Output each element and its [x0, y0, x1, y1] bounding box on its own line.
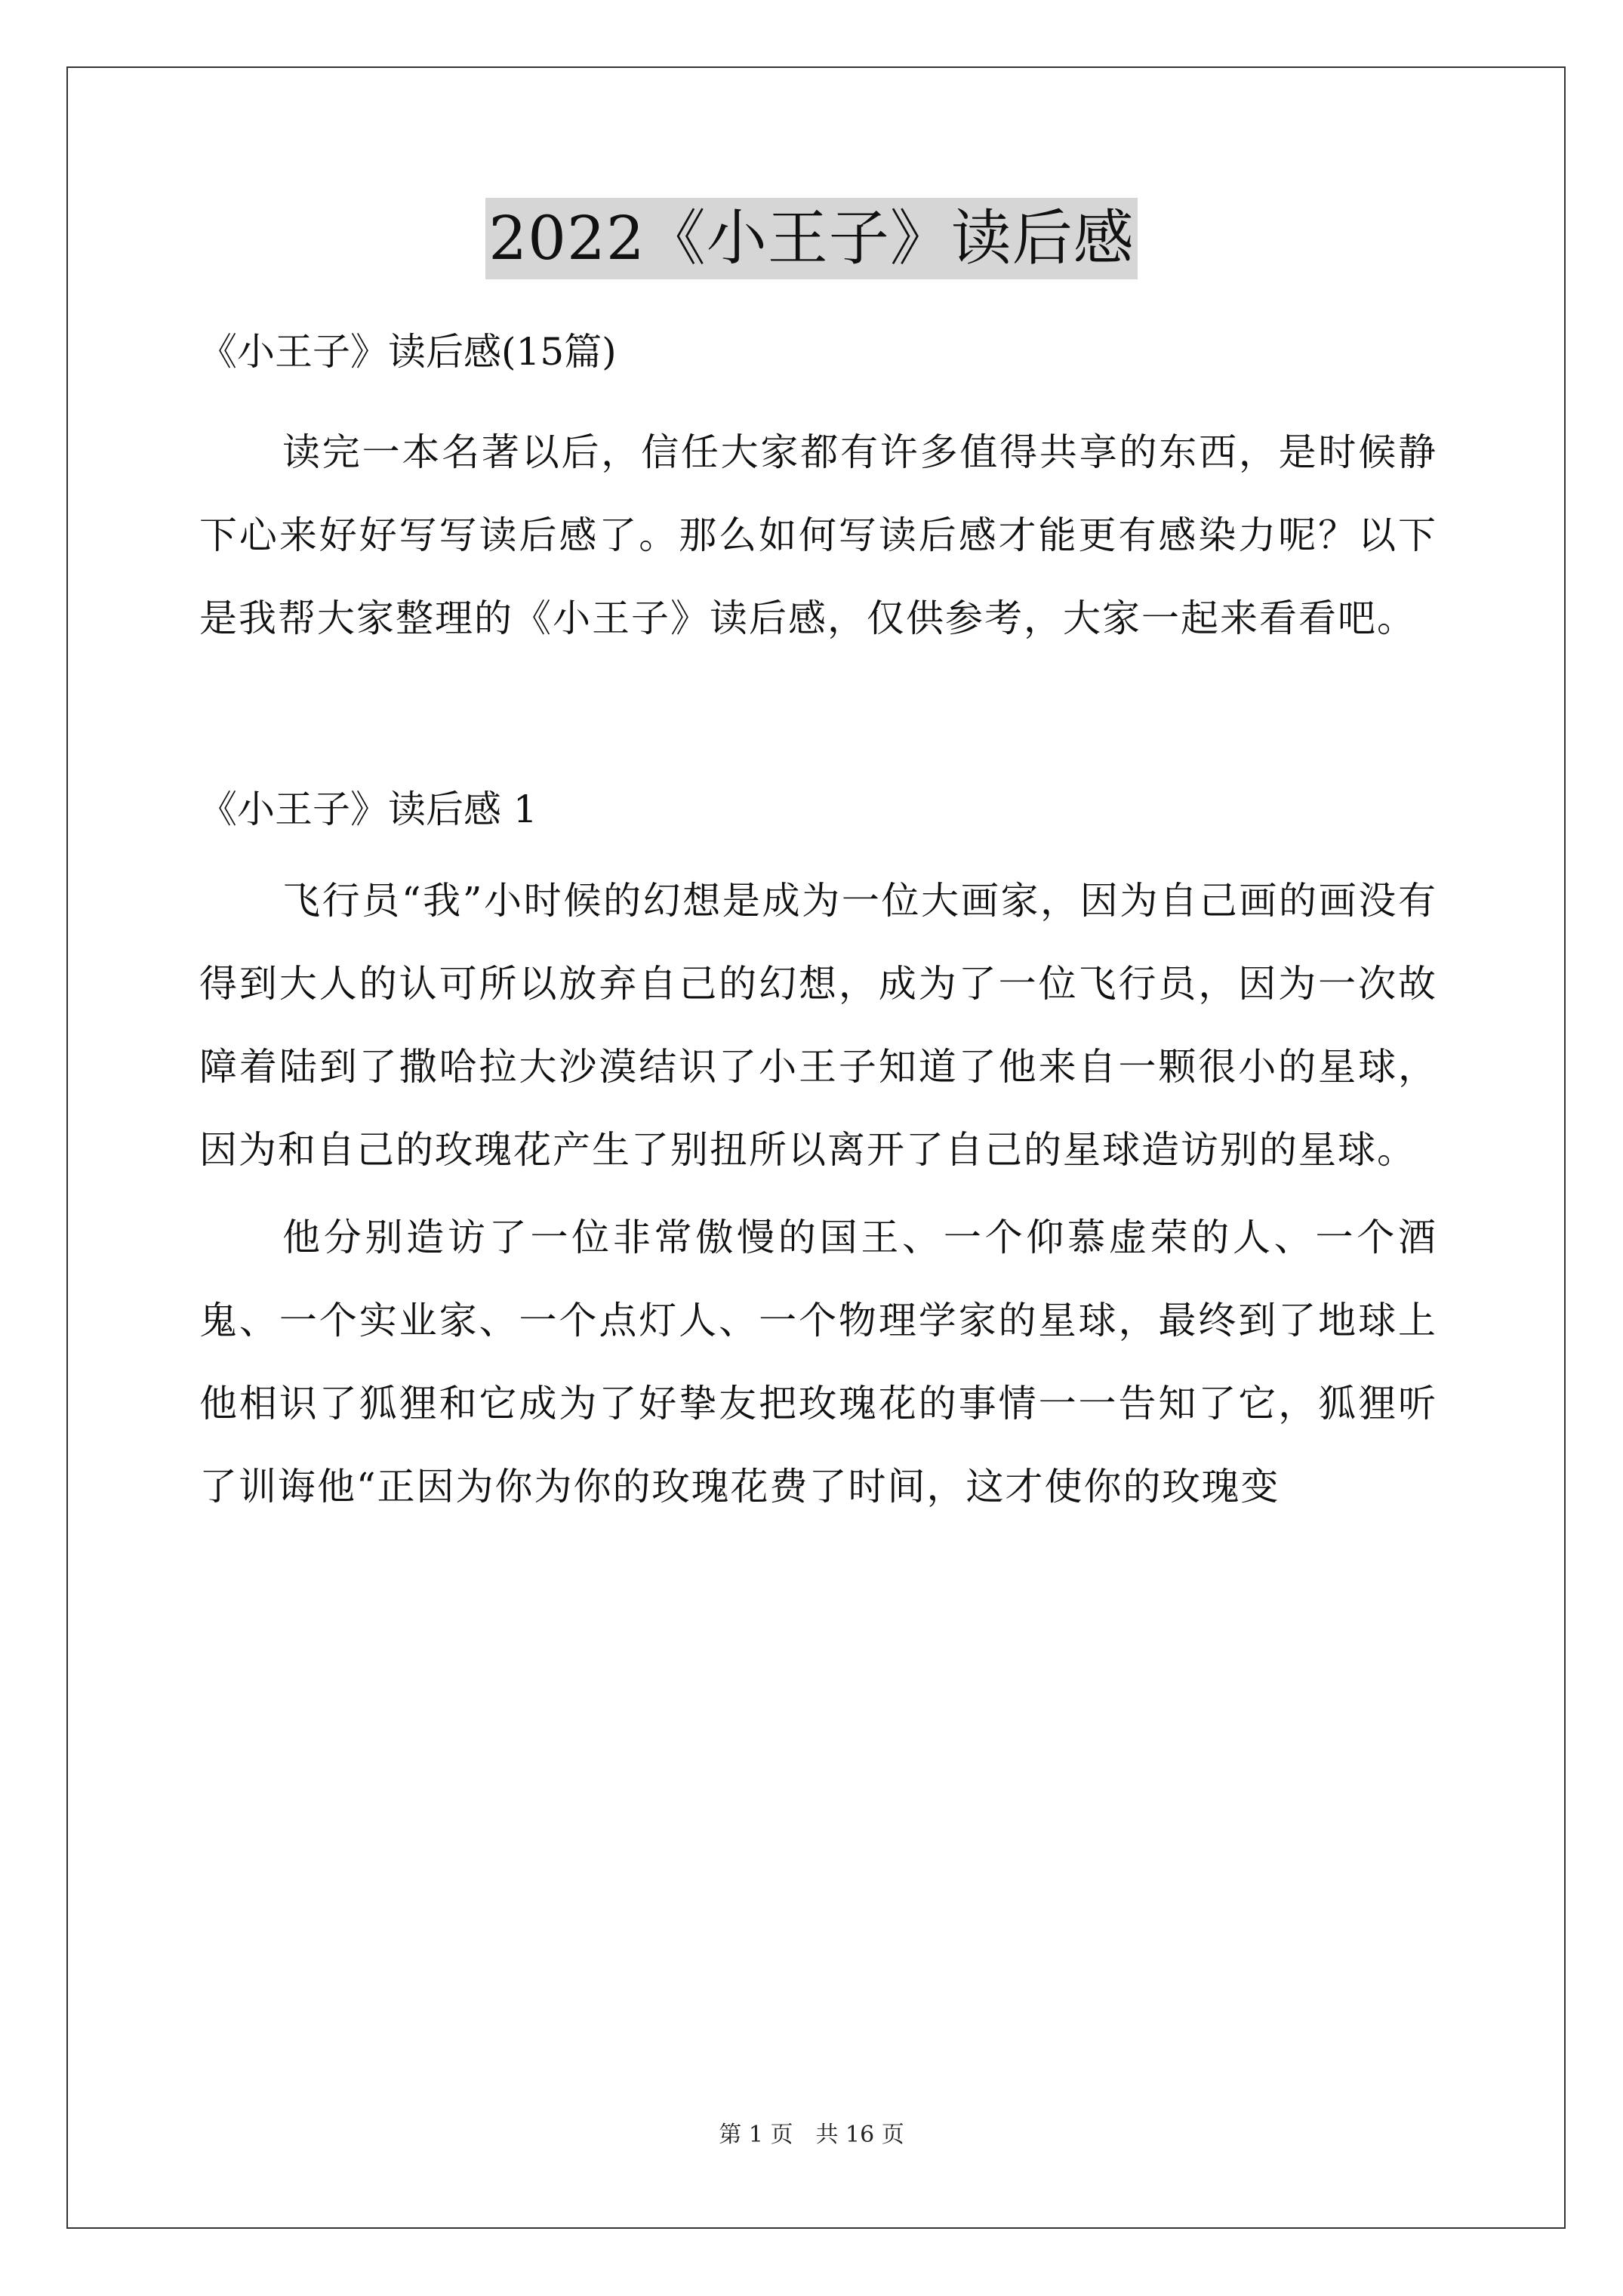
intro-paragraph[interactable]: 读完一本名著以后，信任大家都有许多值得共享的东西，是时候静下心来好好写写读后感了。那么如何写读后感才能更有感染力呢？以下是我帮大家整理的《小王子》读后感，仅供参考，大家一起来看看吧。: [199, 430, 1437, 640]
spacer: [199, 388, 1437, 411]
title-container: [0, 198, 1623, 279]
document-body: [199, 316, 1437, 1528]
spacer: [199, 846, 1437, 859]
page-footer: [0, 2120, 1623, 2150]
page-number: 第 1 页 共 16 页: [719, 2122, 904, 2148]
section-1-paragraph-2[interactable]: 他分别造访了一位非常傲慢的国王、一个仰慕虚荣的人、一个酒鬼、一个实业家、一个点灯人、一个物理学家的星球，最终到了地球上他相识了狐狸和它成为了好挚友把玫瑰花的事情一一告知了它，狐狸听了训诲他“正因为你为你的玫瑰花费了时间，这才使你的玫瑰变: [199, 1216, 1437, 1509]
document-subtitle[interactable]: 《小王子》读后感(15篇): [199, 330, 617, 374]
section-1-heading[interactable]: 《小王子》读后感 1: [199, 787, 537, 831]
document-title[interactable]: 2022《小王子》读后感: [485, 198, 1138, 279]
spacer: [199, 660, 1437, 773]
section-1-paragraph-1[interactable]: 飞行员“我”小时候的幻想是成为一位大画家，因为自己画的画没有得到大人的认可所以放弃自己的幻想，成为了一位飞行员，因为一次故障着陆到了撒哈拉大沙漠结识了小王子知道了他来自一颗很小的星球，因为和自己的玫瑰花产生了别扭所以离开了自己的星球造访别的星球。: [199, 879, 1437, 1172]
